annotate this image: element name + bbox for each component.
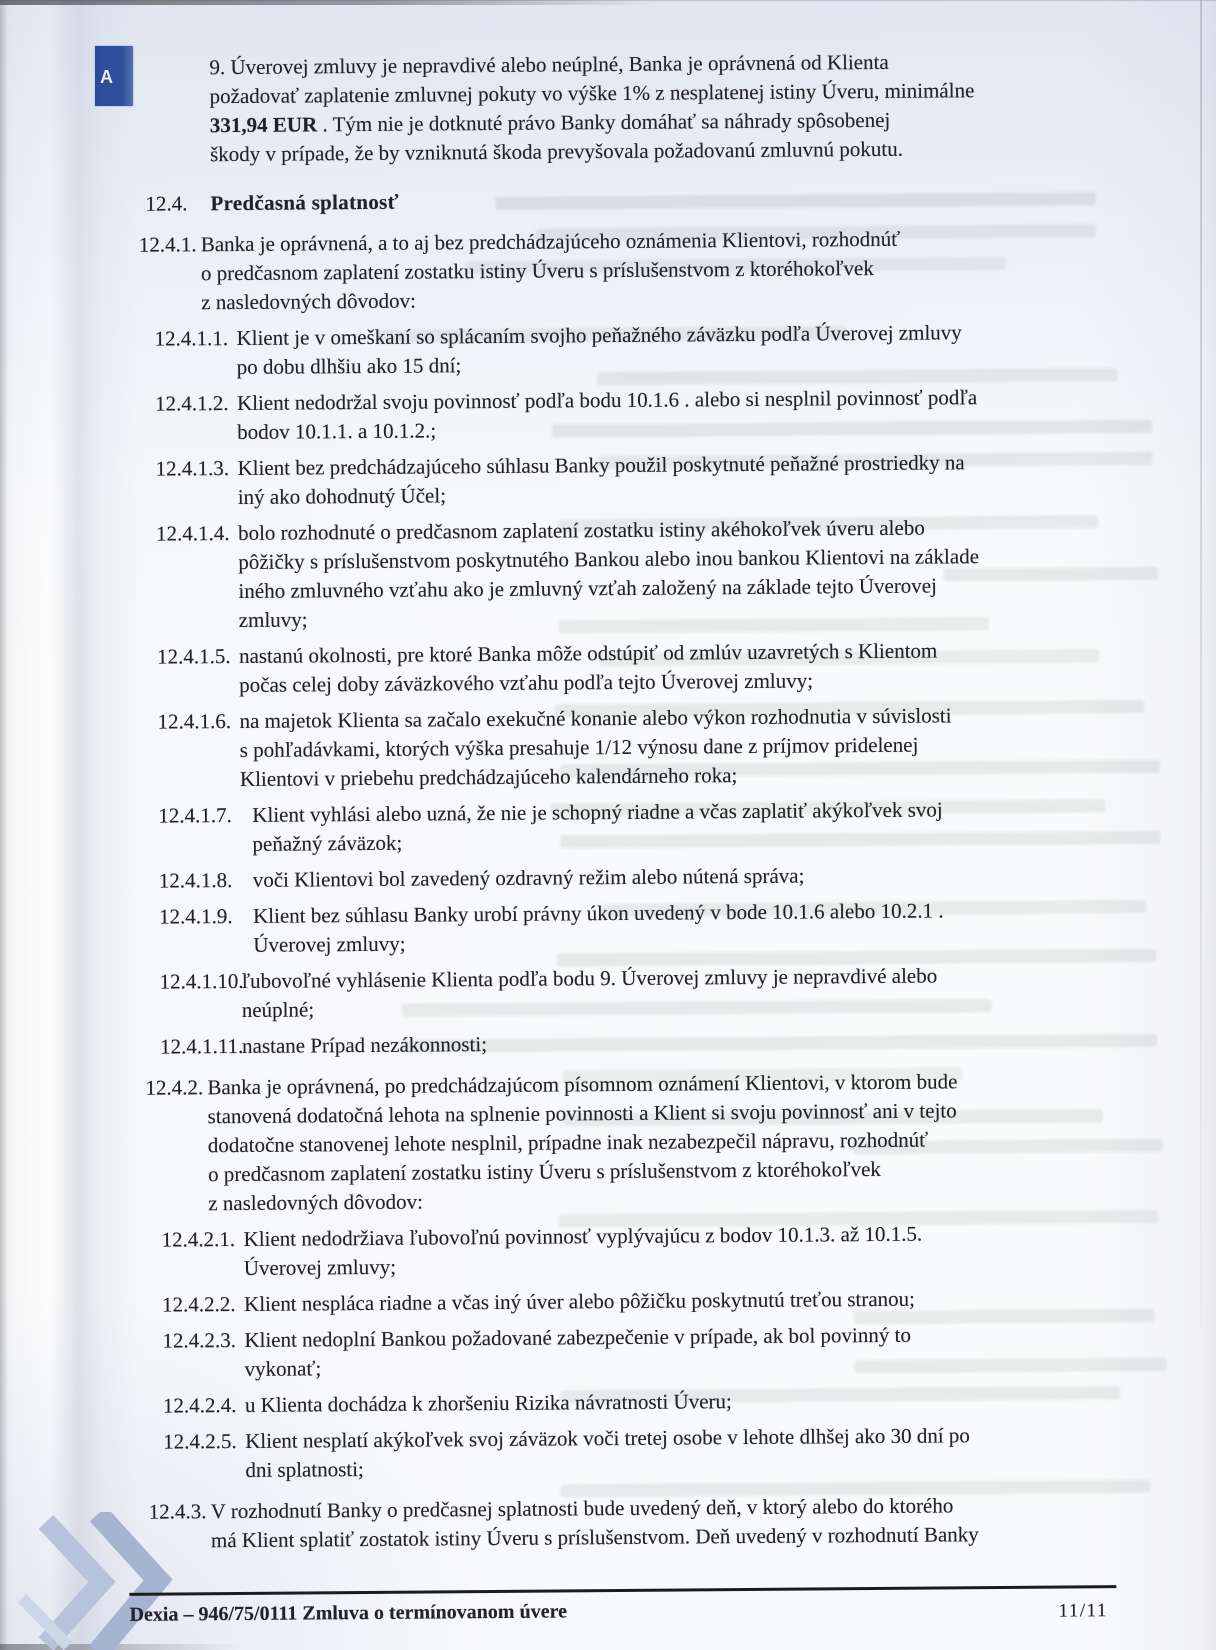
clause-number: 12.4.1.10. <box>159 968 244 994</box>
clause-number: 12.4.2.5. <box>163 1429 237 1454</box>
contract-clause <box>2 1025 1137 1063</box>
clause-number: 12.4.1.11. <box>159 1033 244 1059</box>
clause-text: Banka je oprávnená, a to aj bez predchádzajúceho oznámenia Klientovi, rozhodnúť o predčasnom zaplatení zostatku istiny Úveru s príslušenstvom z ktoréhokoľvek z nasledovných dôvodov: <box>200 226 901 315</box>
clause-text: Klient je v omeškaní so splácaním svojho peňažného záväzku podľa Úverovej zmluvy po dobu dlhšiu ako 15 dní; <box>236 320 962 379</box>
contract-clause <box>0 223 1131 319</box>
footer-document-id: Dexia – 946/75/0111 Zmluva o termínovanom úvere <box>129 1600 568 1626</box>
contract-clause <box>4 1283 1139 1321</box>
clause-number: 12.4.2. <box>145 1075 204 1100</box>
clause-number: 12.4.2.2. <box>162 1292 236 1317</box>
contract-clause <box>5 1420 1140 1487</box>
section-number: 12.4. <box>145 191 188 216</box>
clause-number: 12.4.1. <box>138 232 197 257</box>
contract-clause <box>3 1218 1138 1285</box>
paragraph-9 <box>209 46 1115 169</box>
clause-number: 12.4.1.1. <box>154 326 229 351</box>
clause-number: 12.4.1.7. <box>158 803 232 828</box>
contract-clause <box>1 960 1136 1027</box>
clause-number: 12.4.1.8. <box>158 868 233 893</box>
clause-number: 12.4.1.4. <box>155 521 230 546</box>
clause-text: Klient nedodržiava ľubovoľnú povinnosť vyplývajúcu z bodov 10.1.3. až 10.1.5. Úverovej zmluvy; <box>243 1221 923 1280</box>
clause-text: Klient nesplatí akýkoľvek svoj záväzok voči tretej osobe v lehote dlhšej ako 30 dní po dni splatnosti; <box>245 1423 970 1482</box>
contract-clause <box>0 794 1135 861</box>
section-title: Predčasná splatnosť <box>210 189 399 216</box>
contract-clause <box>0 382 1132 449</box>
footer-page-number: 11/11 <box>1058 1600 1108 1622</box>
contract-clause <box>5 1384 1140 1422</box>
paragraph-9-before: 9. Úverovej zmluvy je nepravdivé alebo neúplné, Banka je oprávnená od Klienta požadovať zaplatenie zmluvnej pokuty vo výške 1% z nesplatenej istiny Úveru, minimálne <box>209 49 975 109</box>
clause-number: 12.4.1.3. <box>155 456 230 481</box>
clause-text: u Klienta dochádza k zhoršeniu Rizika návratnosti Úveru; <box>244 1389 732 1417</box>
contract-clause <box>0 317 1132 384</box>
clause-number: 12.4.1.5. <box>156 644 231 669</box>
contract-clause <box>6 1490 1141 1557</box>
clause-number: 12.4.3. <box>148 1499 207 1524</box>
contract-clause <box>0 635 1134 702</box>
contract-clause <box>2 1066 1138 1220</box>
clause-text: Banka je oprávnená, po predchádzajúcom písomnom oznámení Klientovi, v ktorom bude stanovená dodatočná lehota na splnenie povinnosti a Klient si svoju povinnosť ani v tejto dodatočne stanovenej lehote nesplnil, prípadne inak nezabezpečil nápravu, rozhodnúť o predčasnom zaplatení zostatku istiny Úveru s príslušenstvom z ktoréhokoľvek z nasledovných dôvodov: <box>207 1069 958 1216</box>
index-tab-letter: A <box>100 67 113 87</box>
contract-clause <box>0 700 1135 796</box>
paragraph-9-after: . Tým nie je dotknuté právo Banky domáhať sa náhrady spôsobenej škody v prípade, že by vzniknutá škoda prevyšovala požadovanú zmluvnú pokutu. <box>209 107 903 167</box>
contract-clause <box>4 1319 1139 1386</box>
clause-text: Klient bez predchádzajúceho súhlasu Banky použil poskytnuté peňažné prostriedky na iný ako dohodnutý Účel; <box>237 450 965 509</box>
contract-clause <box>1 895 1136 962</box>
contract-clause <box>0 512 1134 637</box>
clause-text: voči Klientovi bol zavedený ozdravný režim alebo nútená správa; <box>252 863 805 892</box>
clause-text: ľubovoľné vyhlásenie Klienta podľa bodu 9. Úverovej zmluvy je nepravdivé alebo neúplné; <box>241 963 938 1022</box>
clause-text: na majetok Klienta sa začalo exekučné konanie alebo výkon rozhodnutia v súvislosti s pohľadávkami, ktorých výška presahuje 1/12 výnosu dane z príjmov pridelenej Klientovi v priebehu predchádzajúceho kalendárneho roka; <box>239 703 952 791</box>
clause-text: Klient nedodržal svoju povinnosť podľa bodu 10.1.6 . alebo si nesplnil povinnosť podľa bodov 10.1.1. a 10.1.2.; <box>236 385 978 444</box>
contract-clause <box>0 447 1133 514</box>
clause-number: 12.4.1.9. <box>158 904 233 929</box>
penalty-amount: 331,94 EUR <box>209 112 318 138</box>
clause-text: Klient bez súhlasu Banky urobí právny úkon uvedený v bode 10.1.6 alebo 10.2.1 . Úverovej zmluvy; <box>252 898 944 957</box>
clause-number: 12.4.2.4. <box>162 1393 237 1418</box>
clause-number: 12.4.1.2. <box>154 391 229 416</box>
clause-text: Klient nespláca riadne a včas iný úver alebo pôžičku poskytnutú treťou stranou; <box>244 1286 916 1316</box>
section-heading <box>0 181 1212 220</box>
clause-text: Klient vyhlási alebo uzná, že nie je schopný riadne a včas zaplatiť akýkoľvek svoj peňažný záväzok; <box>252 797 943 856</box>
contract-clause <box>1 859 1136 897</box>
clause-text: Klient nedoplní Bankou požadované zabezpečenie v prípade, ak bol povinný to vykonať; <box>244 1322 912 1381</box>
clause-text: bolo rozhodnuté o predčasnom zaplatení zostatku istiny akéhokoľvek úveru alebo pôžičky s príslušenstvom poskytnutého Bankou alebo inou bankou Klientovi na základe iného zmluvného vzťahu ako je zmluvný vzťah založený na základe tejto Úverovej zmluvy; <box>237 515 980 632</box>
footer-rule <box>129 1585 1116 1596</box>
clause-number: 12.4.2.3. <box>162 1328 236 1353</box>
clause-text: nastane Prípad nezákonnosti; <box>241 1032 488 1058</box>
clause-number: 12.4.2.1. <box>161 1227 236 1252</box>
clause-text: nastanú okolnosti, pre ktoré Banka môže odstúpiť od zmlúv uzavretých s Klientom počas celej doby záväzkového vzťahu podľa tejto Úverovej zmluvy; <box>238 638 938 697</box>
clause-text: V rozhodnutí Banky o predčasnej splatnosti bude uvedený deň, v ktorý alebo do ktorého má Klient splatiť zostatok istiny Úveru s príslušenstvom. Deň uvedený v rozhodnutí Banky <box>210 1493 979 1553</box>
clause-list <box>0 222 1216 1557</box>
clause-number: 12.4.1.6. <box>157 709 232 734</box>
